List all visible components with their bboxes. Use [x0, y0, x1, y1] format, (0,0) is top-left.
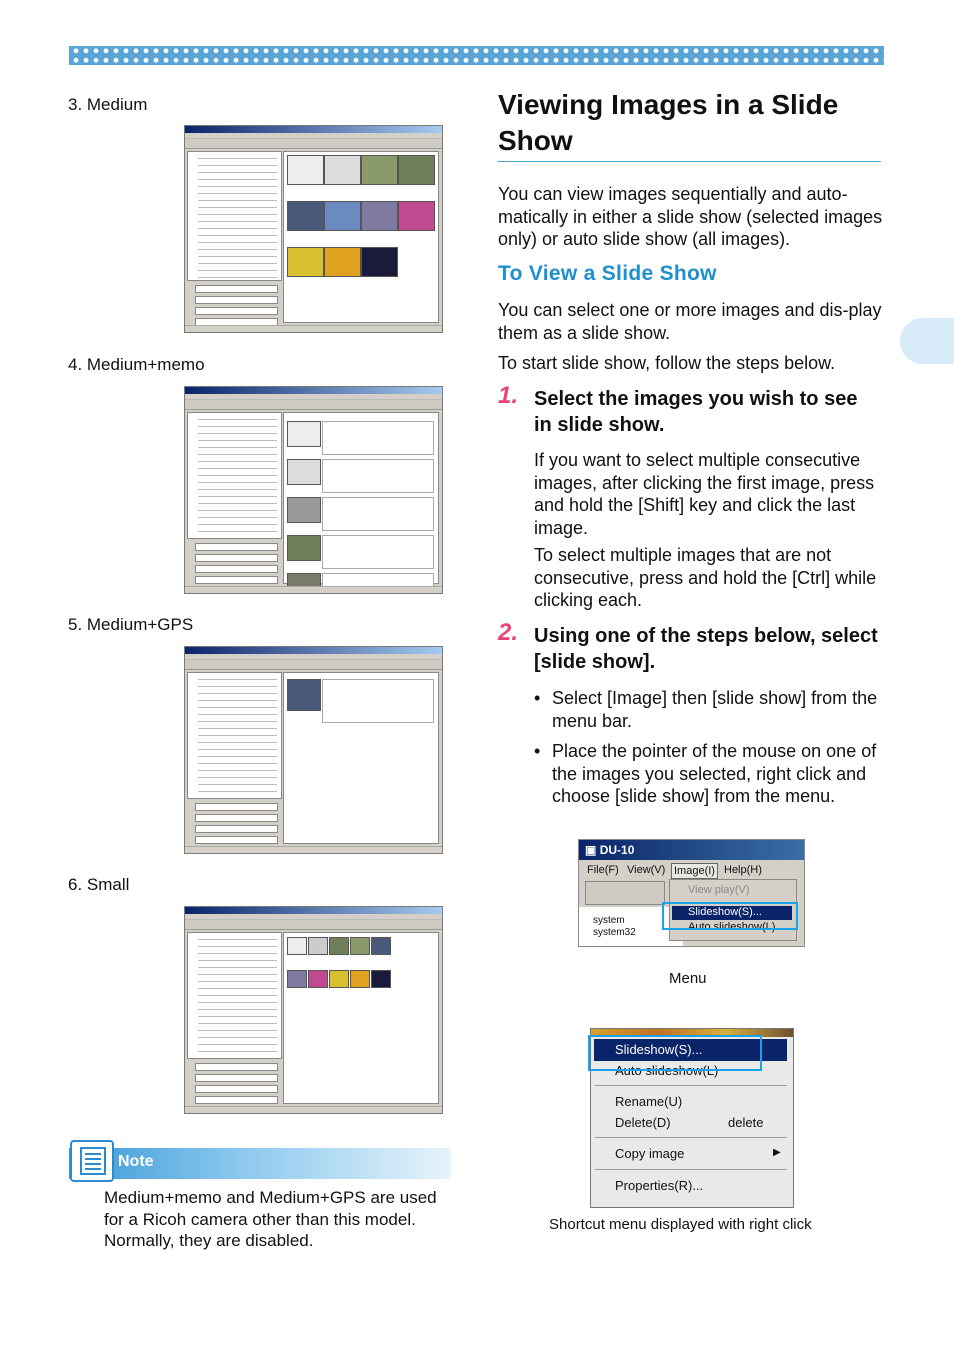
caption-small: 6. Small	[68, 875, 130, 894]
note-icon	[70, 1140, 114, 1182]
app-title: DU-10	[599, 843, 635, 857]
menu-file[interactable]: File(F)	[587, 864, 619, 876]
paragraph-select: You can select one or more images and dis-play them as a slide show.	[498, 300, 882, 343]
decorative-header-band	[69, 46, 884, 65]
highlight-box	[588, 1035, 762, 1071]
bullet-menu-bar: Select [Image] then [slide show] from the menu bar.	[552, 688, 878, 731]
screenshot-medium-memo	[184, 386, 443, 594]
menu-item-view-play[interactable]: View play(V)	[688, 884, 750, 896]
caption-medium-gps: 5. Medium+GPS	[68, 615, 194, 634]
step-2-title: Using one of the steps below, select [slide show].	[534, 625, 878, 673]
note-text: Medium+memo and Medium+GPS are used for a Ricoh camera other than this model. Normally, they are disabled.	[104, 1188, 437, 1250]
step-1-text-nonconsecutive: To select multiple images that are not consecutive, press and hold the [Ctrl] while clicking each.	[534, 545, 877, 610]
bullet-right-click: Place the pointer of the mouse on one of the images you selected, right click and choose [slide show] from the menu.	[552, 741, 877, 806]
caption-medium: 3. Medium	[68, 95, 148, 114]
screenshot-medium-gps	[184, 646, 443, 854]
step-1-title: Select the images you wish to see in slide show.	[534, 388, 858, 436]
menu-view[interactable]: View(V)	[627, 864, 666, 876]
bullet-dot: •	[534, 688, 541, 708]
ctx-copy-image[interactable]: Copy image	[615, 1146, 685, 1161]
ctx-slideshow[interactable]: Slideshow(S)...	[615, 1042, 703, 1057]
context-menu-caption: Shortcut menu displayed with right click	[549, 1216, 812, 1233]
ctx-rename[interactable]: Rename(U)	[615, 1094, 683, 1109]
step-2-number: 2.	[498, 619, 519, 646]
menu-item-auto-slideshow[interactable]: Auto slideshow(L)	[688, 921, 776, 933]
chapter-tab	[900, 318, 954, 364]
title-divider	[498, 161, 881, 162]
ctx-properties[interactable]: Properties(R)...	[615, 1178, 704, 1193]
note-label: Note	[118, 1153, 154, 1170]
ctx-delete-key: delete	[728, 1115, 764, 1130]
paragraph-start: To start slide show, follow the steps below.	[498, 353, 836, 373]
highlight-box	[662, 902, 798, 930]
menu-screenshot	[578, 839, 805, 947]
menu-image[interactable]: Image(I)	[671, 863, 718, 879]
caption-medium-memo: 4. Medium+memo	[68, 355, 205, 374]
step-1-text-consecutive: If you want to select multiple consecutive images, after clicking the first image, press and hold the [Shift] key and click the last image.	[534, 450, 875, 538]
submenu-arrow-icon: ▶	[773, 1147, 781, 1158]
tree-item-system[interactable]: system	[593, 915, 625, 926]
screenshot-small	[184, 906, 443, 1114]
tree-item-system32[interactable]: system32	[593, 927, 636, 938]
menu-help[interactable]: Help(H)	[724, 864, 762, 876]
toolbar	[585, 881, 665, 905]
step-1-number: 1.	[498, 382, 519, 409]
ctx-delete[interactable]: Delete(D)	[615, 1115, 671, 1130]
screenshot-medium	[184, 125, 443, 333]
page-title: Viewing Images in a Slide Show	[498, 89, 839, 156]
menu-caption: Menu	[669, 970, 707, 987]
intro-paragraph: You can view images sequentially and auto-matically in either a slide show (selected images only) or auto slide show (all images).	[498, 184, 883, 249]
section-heading: To View a Slide Show	[498, 262, 717, 285]
ctx-auto-slideshow[interactable]: Auto slideshow(L)	[615, 1063, 719, 1078]
menu-item-slideshow[interactable]: Slideshow(S)...	[688, 906, 762, 918]
bullet-dot: •	[534, 741, 541, 761]
app-icon: ▣	[585, 843, 597, 857]
